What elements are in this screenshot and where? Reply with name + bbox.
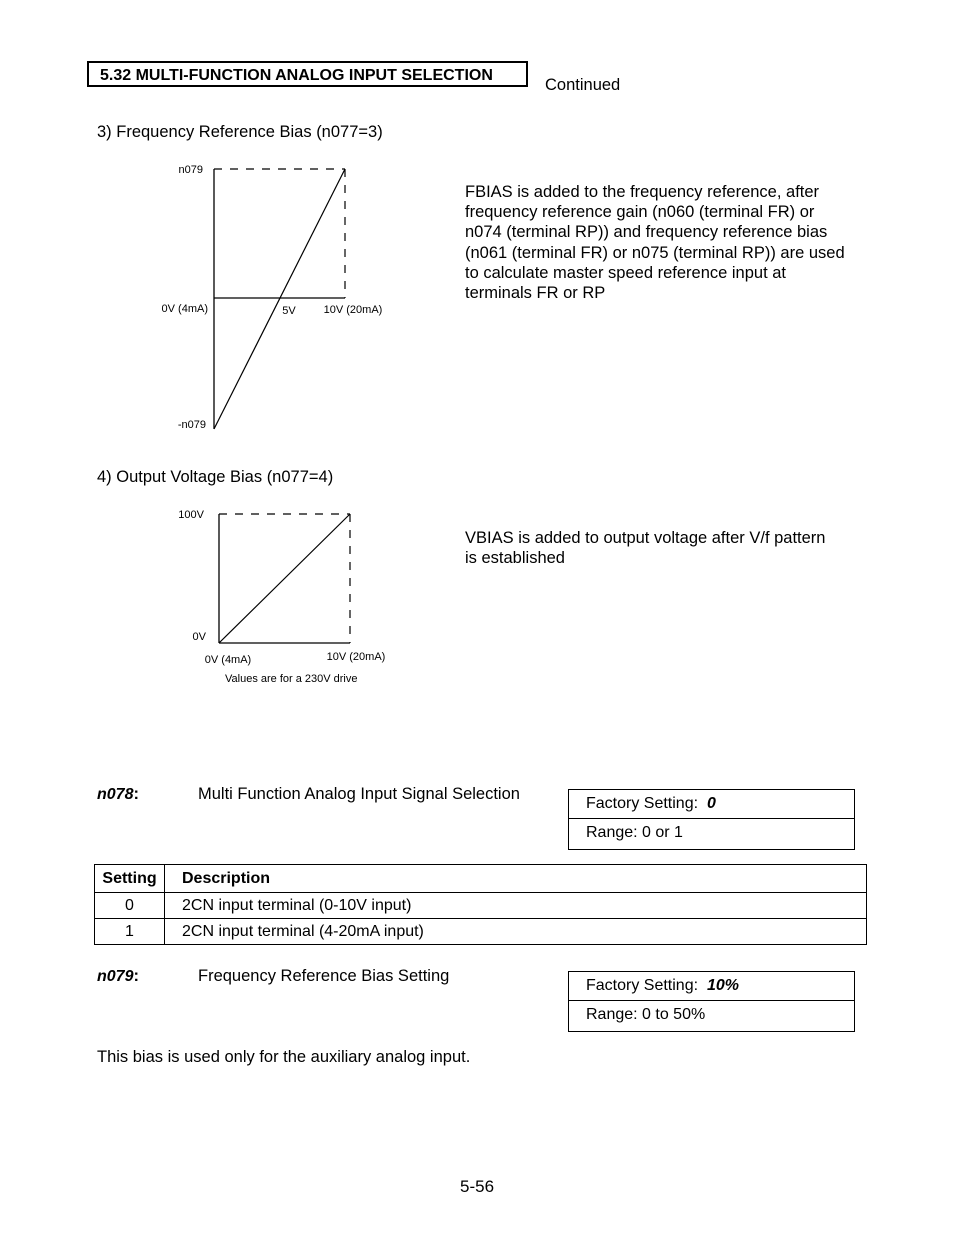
table-header-description: Description bbox=[165, 865, 867, 893]
fbias-line: FBIAS is added to the frequency reference, after bbox=[465, 183, 820, 201]
n078-factory-box bbox=[568, 789, 855, 850]
n078-factory-value: 0 bbox=[706, 795, 716, 812]
auxiliary-note: This bias is used only for the auxiliary analog input. bbox=[97, 1048, 471, 1066]
table-row bbox=[95, 893, 867, 919]
n078-range: Range: 0 or 1 bbox=[586, 824, 683, 841]
vbias-description bbox=[465, 528, 885, 568]
fbias-ytick-bottom: -n079 bbox=[177, 419, 206, 431]
fbias-xtick-0: 0V (4mA) bbox=[161, 303, 208, 315]
table-header-row bbox=[95, 865, 867, 893]
n079-factory-row bbox=[569, 972, 854, 1001]
fbias-series-line bbox=[214, 169, 345, 429]
n079-title: Frequency Reference Bias Setting bbox=[198, 967, 450, 985]
fbias-line: n074 (terminal RP)) and frequency reference bias bbox=[465, 223, 828, 242]
settings-table bbox=[94, 864, 867, 945]
n078-title: Multi Function Analog Input Signal Selection bbox=[198, 785, 520, 803]
vbias-line: is established bbox=[465, 549, 565, 568]
n079-factory-box bbox=[568, 971, 855, 1032]
n079-name: n079 bbox=[97, 968, 134, 985]
n079-colon: : bbox=[133, 967, 139, 985]
fbias-line: terminals FR or RP bbox=[465, 284, 606, 303]
vbias-xtick-10v: 10V (20mA) bbox=[326, 651, 386, 663]
fbias-line: (n061 (terminal FR) or n075 (terminal RP)) are used bbox=[465, 243, 845, 262]
vbias-heading: 4) Output Voltage Bias (n077=4) bbox=[97, 468, 334, 486]
n079-label bbox=[97, 966, 139, 987]
table-cell-description: 2CN input terminal (4-20mA input) bbox=[165, 919, 867, 945]
vbias-ytick-top: 100V bbox=[178, 509, 204, 521]
fbias-line: to calculate master speed reference input at bbox=[465, 263, 787, 282]
vbias-chart bbox=[160, 500, 410, 692]
vbias-line: VBIAS is added to output voltage after V/f pattern bbox=[465, 529, 826, 547]
n079-range: Range: 0 to 50% bbox=[586, 1006, 706, 1023]
vbias-ytick-zero: 0V bbox=[192, 631, 206, 643]
table-cell-setting: 1 bbox=[95, 919, 165, 945]
n078-colon: : bbox=[133, 785, 139, 803]
vbias-xtick-0: 0V (4mA) bbox=[204, 654, 252, 666]
n078-name: n078 bbox=[97, 786, 134, 803]
continued-label: Continued bbox=[545, 76, 621, 94]
fbias-xtick-5v: 5V bbox=[282, 305, 296, 317]
table-row bbox=[95, 919, 867, 945]
n078-factory-row bbox=[569, 790, 854, 819]
fbias-line: frequency reference gain (n060 (terminal FR) or bbox=[465, 203, 815, 222]
fbias-ytick-top: n079 bbox=[178, 164, 203, 176]
n078-label bbox=[97, 784, 139, 805]
table-cell-setting: 0 bbox=[95, 893, 165, 919]
fbias-heading: 3) Frequency Reference Bias (n077=3) bbox=[97, 123, 383, 141]
vbias-series-line bbox=[219, 514, 350, 643]
page-number: 5-56 bbox=[460, 1177, 495, 1196]
table-header-setting: Setting bbox=[95, 865, 165, 893]
n078-factory-label: Factory Setting: bbox=[586, 795, 699, 812]
table-cell-description: 2CN input terminal (0-10V input) bbox=[165, 893, 867, 919]
fbias-xtick-10v: 10V (20mA) bbox=[323, 304, 383, 316]
fbias-description bbox=[465, 182, 885, 303]
n079-factory-label: Factory Setting: bbox=[586, 977, 699, 994]
vbias-caption: Values are for a 230V drive bbox=[225, 673, 358, 685]
section-title: 5.32 MULTI-FUNCTION ANALOG INPUT SELECTION bbox=[87, 61, 528, 87]
n079-factory-value: 10% bbox=[706, 977, 739, 994]
fbias-chart bbox=[150, 155, 400, 440]
